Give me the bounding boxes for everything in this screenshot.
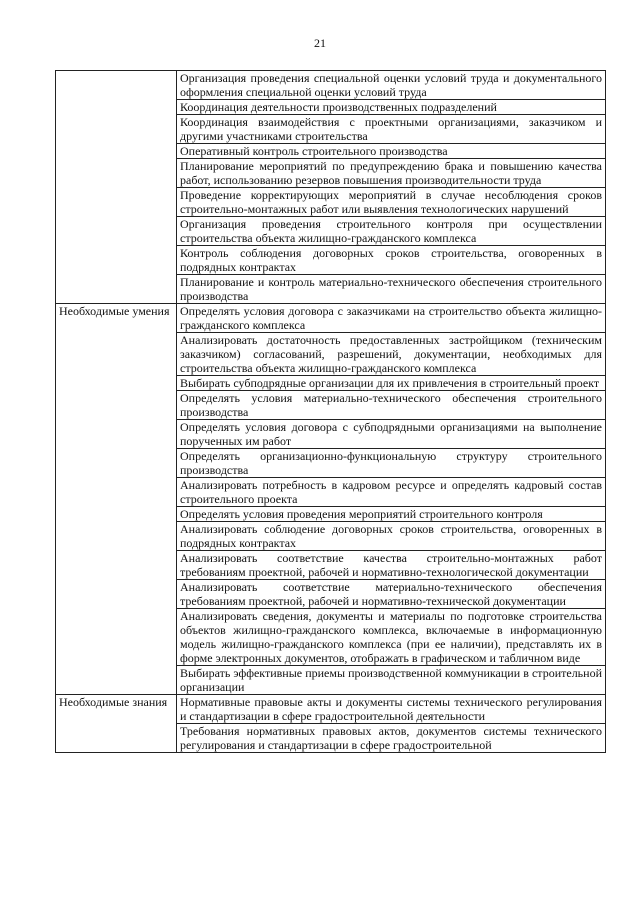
table-cell: Определять условия материально-технического обеспечения строительного производства [177,391,606,420]
table-cell: Выбирать эффективные приемы производственной коммуникации в строительной организации [177,666,606,695]
table-row [56,304,606,333]
table-cell: Проведение корректирующих мероприятий в случае несоблюдения сроков строительно-монтажных работ или выявления технологических нарушений [177,188,606,217]
table-cell: Определять условия проведения мероприятий строительного контроля [177,507,606,522]
section-label-knowledge: Необходимые знания [56,695,177,753]
competency-table [55,70,606,753]
table-row [56,695,606,724]
table-cell: Нормативные правовые акты и документы системы технического регулирования и стандартизации в сфере градостроительной деятельности [177,695,606,724]
table-cell: Выбирать субподрядные организации для их привлечения в строительный проект [177,376,606,391]
table-cell: Определять условия договора с субподрядными организациями на выполнение порученных им работ [177,420,606,449]
table-row [56,71,606,100]
table-cell: Анализировать потребность в кадровом ресурсе и определять кадровый состав строительного проекта [177,478,606,507]
table-cell: Определять организационно-функциональную структуру строительного производства [177,449,606,478]
table-cell: Анализировать достаточность предоставленных застройщиком (техническим заказчиком) согласований, разрешений, документации, необходимых для строительства объекта жилищно-гражданского комплекса [177,333,606,376]
table-cell: Анализировать соответствие материально-технического обеспечения требованиям проектной, рабочей и нормативно-технической документации [177,580,606,609]
table-cell: Оперативный контроль строительного производства [177,144,606,159]
table-cell: Координация деятельности производственных подразделений [177,100,606,115]
section-label-blank [56,71,177,304]
table-cell: Организация проведения специальной оценки условий труда и документального оформления специальной оценки условий труда [177,71,606,100]
table-cell: Анализировать соответствие качества строительно-монтажных работ требованиям проектной, рабочей и нормативно-технологической документации [177,551,606,580]
page-number: 21 [314,36,326,50]
table-cell: Анализировать сведения, документы и материалы по подготовке строительства объектов жилищно-гражданского комплекса, включаемые в информационную модель жилищно-гражданского комплекса (при ее наличии), представлять их в форме электронных документов, отображать в графическом и табличном виде [177,609,606,666]
table-cell: Контроль соблюдения договорных сроков строительства, оговоренных в подрядных контрактах [177,246,606,275]
table-cell: Организация проведения строительного контроля при осуществлении строительства объекта жилищно-гражданского комплекса [177,217,606,246]
table-cell: Координация взаимодействия с проектными организациями, заказчиком и другими участниками строительства [177,115,606,144]
table-cell: Анализировать соблюдение договорных сроков строительства, оговоренных в подрядных контрактах [177,522,606,551]
table-cell: Планирование мероприятий по предупреждению брака и повышению качества работ, использованию резервов повышения производительности труда [177,159,606,188]
table-cell: Планирование и контроль материально-технического обеспечения строительного производства [177,275,606,304]
section-label-skills: Необходимые умения [56,304,177,695]
table-cell: Определять условия договора с заказчиками на строительство объекта жилищно-гражданского комплекса [177,304,606,333]
table-cell: Требования нормативных правовых актов, документов системы технического регулирования и стандартизации в сфере градостроительной [177,724,606,753]
